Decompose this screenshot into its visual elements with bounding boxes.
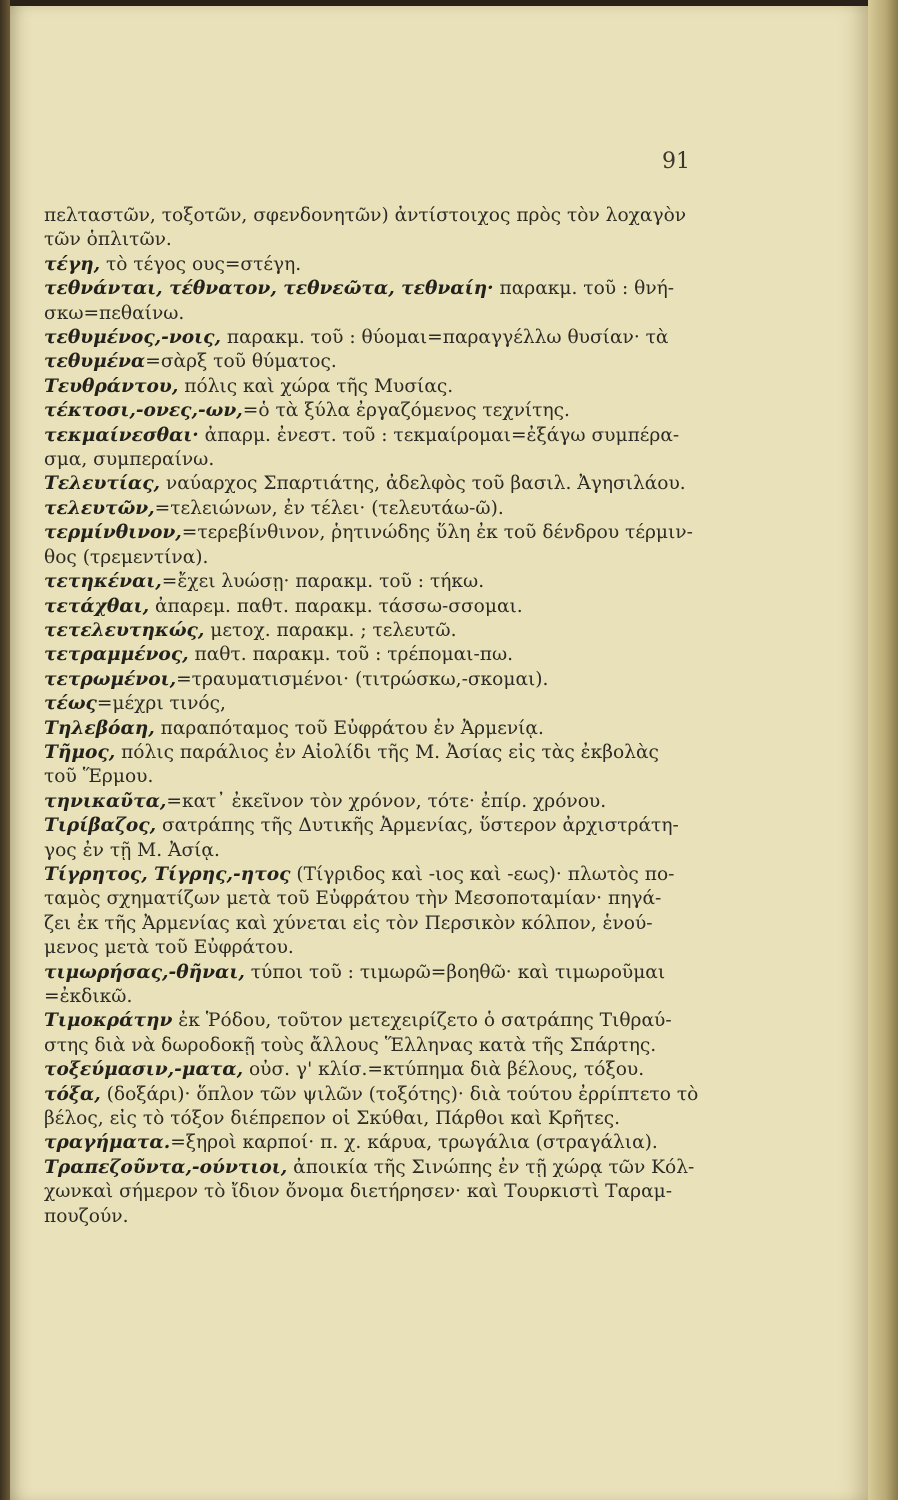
definition-text: =κατ᾽ ἐκεῖνον τὸν χρόνον, τότε· ἐπίρ. χρόνου. bbox=[166, 790, 607, 812]
text-line bbox=[44, 741, 776, 765]
headword: τετρωμένοι, bbox=[44, 668, 177, 690]
headword: τεθνάνται, τέθνατον, τεθνεῶτα, τεθναίη· bbox=[44, 278, 494, 300]
headword: τηνικαῦτα, bbox=[44, 790, 167, 812]
definition-text: =ξηροὶ καρποί· π. χ. κάρυα, τρωγάλια (στραγάλια). bbox=[170, 1132, 658, 1154]
page-number: 91 bbox=[662, 149, 690, 174]
headword: Τηλεβόαη, bbox=[44, 717, 155, 739]
definition-text: πόλις παράλιος ἐν Αἰολίδι τῆς Μ. Ἀσίας εἰς τὰς ἐκβολὰς bbox=[115, 741, 659, 763]
text-line bbox=[44, 985, 776, 1009]
text-line bbox=[44, 228, 776, 252]
definition-text: =ἐκδικῶ. bbox=[44, 986, 133, 1007]
definition-text: τῶν ὁπλιτῶν. bbox=[44, 229, 172, 251]
definition-text: οὐσ. γ' κλίσ.=κτύπημα διὰ βέλους, τόξου. bbox=[243, 1059, 645, 1081]
text-line bbox=[44, 887, 776, 911]
headword: Τευθράντου, bbox=[44, 375, 179, 397]
definition-text: παθτ. παρακμ. τοῦ : τρέπομαι-πω. bbox=[188, 644, 514, 666]
text-line bbox=[44, 668, 776, 692]
headword: τεθυμένα bbox=[44, 351, 146, 373]
headword: τερμίνθινον, bbox=[44, 522, 182, 544]
text-line bbox=[44, 790, 776, 814]
headword: τοξεύμασιν,-ματα, bbox=[44, 1059, 244, 1081]
text-line bbox=[44, 1180, 776, 1204]
text-line bbox=[44, 570, 776, 594]
definition-text: (Τίγριδος καὶ -ιος καὶ -εως)· πλωτὸς πο- bbox=[290, 863, 675, 885]
headword: τελευτῶν, bbox=[44, 497, 155, 519]
text-line bbox=[44, 472, 776, 496]
text-line bbox=[44, 643, 776, 667]
text-line bbox=[44, 448, 776, 472]
text-line bbox=[44, 936, 776, 960]
text-line bbox=[44, 1156, 776, 1180]
definition-text: πόλις καὶ χώρα τῆς Μυσίας. bbox=[178, 375, 454, 397]
definition-text: =ὁ τὰ ξύλα ἐργαζόμενος τεχνίτης. bbox=[242, 400, 570, 422]
text-line bbox=[44, 1034, 776, 1058]
text-line bbox=[44, 765, 776, 789]
text-line bbox=[44, 1083, 776, 1107]
book-spine-edge bbox=[0, 0, 10, 1500]
text-line bbox=[44, 497, 776, 521]
definition-text: ἀπαρμ. ἐνεστ. τοῦ : τεκμαίρομαι=ἐξάγω συμπέρα- bbox=[198, 424, 680, 446]
definition-text: τοῦ Ἕρμου. bbox=[44, 766, 154, 788]
definition-text: ἐκ Ῥόδου, τοῦτον μετεχειρίζετο ὁ σατράπης Τιθραύ- bbox=[172, 1010, 672, 1032]
definition-text: ζει ἐκ τῆς Ἀρμενίας καὶ χύνεται εἰς τὸν Περσικὸν κόλπον, ἑνού- bbox=[44, 912, 653, 934]
text-line bbox=[44, 302, 776, 326]
definition-text: παρακμ. τοῦ : θνή- bbox=[493, 278, 675, 300]
definition-text: ἀπαρεμ. παθτ. παρακμ. τάσσω-σσομαι. bbox=[149, 595, 523, 617]
text-line bbox=[44, 350, 776, 374]
text-line bbox=[44, 521, 776, 545]
definition-text: σκω=πεθαίνω. bbox=[44, 302, 185, 324]
text-line bbox=[44, 1107, 776, 1131]
definition-text: (δοξάρι)· ὅπλον τῶν ψιλῶν (τοξότης)· διὰ τούτου ἐρρίπτετο τὸ bbox=[100, 1083, 699, 1105]
headword: τεκμαίνεσθαι· bbox=[44, 424, 199, 446]
headword: Τίγρητος, Τίγρης,-ητος bbox=[44, 863, 291, 885]
text-line bbox=[44, 1131, 776, 1155]
headword: τετελευτηκώς, bbox=[44, 619, 205, 641]
text-line bbox=[44, 692, 776, 716]
definition-text: στης διὰ νὰ δωροδοκῇ τοὺς ἄλλους Ἕλληνας κατὰ τῆς Σπάρτης. bbox=[44, 1034, 657, 1056]
definition-text: σατράπης τῆς Δυτικῆς Ἀρμενίας, ὕστερον ἀρχιστράτη- bbox=[156, 815, 679, 837]
definition-text: παραπόταμος τοῦ Εὐφράτου ἐν Ἀρμενίᾳ. bbox=[154, 717, 544, 739]
headword: Τιμοκράτην bbox=[44, 1010, 173, 1032]
definition-text: χωνκαὶ σήμερον τὸ ἴδιον ὄνομα διετήρησεν· καὶ Τουρκιστὶ Ταραμ- bbox=[44, 1181, 672, 1203]
definition-text: =τραυματισμένοι· (τιτρώσκω,-σκομαι). bbox=[176, 668, 549, 690]
text-line bbox=[44, 961, 776, 985]
book-page bbox=[10, 6, 871, 1500]
text-line bbox=[44, 277, 776, 301]
text-line bbox=[44, 424, 776, 448]
text-line bbox=[44, 1058, 776, 1082]
headword: τετηκέναι, bbox=[44, 571, 162, 593]
headword: τέγη, bbox=[44, 253, 101, 275]
headword: τεθυμένος,-νοις, bbox=[44, 327, 221, 349]
text-line bbox=[44, 399, 776, 423]
glossary-text bbox=[44, 204, 776, 1229]
text-line bbox=[44, 375, 776, 399]
text-line bbox=[44, 863, 776, 887]
text-line bbox=[44, 253, 776, 277]
definition-text: τὸ τέγος ους=στέγη. bbox=[100, 253, 302, 275]
definition-text: =ἔχει λυώσῃ· παρακμ. τοῦ : τήκω. bbox=[161, 571, 485, 593]
page-stack-edge bbox=[868, 0, 898, 1500]
definition-text: θος (τρεμεντίνα). bbox=[44, 546, 209, 568]
headword: τιμωρήσας,-θῆναι, bbox=[44, 961, 245, 983]
definition-text: τύποι τοῦ : τιμωρῶ=βοηθῶ· καὶ τιμωροῦμαι bbox=[244, 961, 666, 983]
headword: τέκτοσι,-ονες,-ων, bbox=[44, 400, 243, 422]
definition-text: πουζούν. bbox=[44, 1205, 129, 1227]
text-line bbox=[44, 1205, 776, 1229]
headword: Τιρίβαζος, bbox=[44, 815, 157, 837]
definition-text: ναύαρχος Σπαρτιάτης, ἀδελφὸς τοῦ βασιλ. Ἀγησιλάου. bbox=[160, 473, 686, 495]
text-line bbox=[44, 1009, 776, 1033]
text-line bbox=[44, 326, 776, 350]
definition-text: ταμὸς σχηματίζων μετὰ τοῦ Εὐφράτου τὴν Μεσοποταμίαν· πηγά- bbox=[44, 888, 662, 910]
text-line bbox=[44, 595, 776, 619]
text-line bbox=[44, 717, 776, 741]
text-line bbox=[44, 204, 776, 228]
definition-text: γος ἐν τῇ Μ. Ἀσίᾳ. bbox=[44, 839, 220, 861]
headword: τέως bbox=[44, 693, 97, 715]
definition-text: μετοχ. παρακμ. ; τελευτῶ. bbox=[204, 619, 457, 641]
headword: τόξα, bbox=[44, 1083, 101, 1105]
definition-text: =μέχρι τινός, bbox=[96, 693, 226, 715]
definition-text: βέλος, εἰς τὸ τόξον διέπρεπον οἱ Σκύθαι, Πάρθοι καὶ Κρῆτες. bbox=[44, 1108, 621, 1130]
definition-text: σμα, συμπεραίνω. bbox=[44, 449, 215, 471]
definition-text: μενος μετὰ τοῦ Εὐφράτου. bbox=[44, 937, 294, 959]
text-line bbox=[44, 546, 776, 570]
headword: Τραπεζοῦντα,-ούντιοι, bbox=[44, 1156, 288, 1178]
definition-text: =σὰρξ τοῦ θύματος. bbox=[145, 351, 337, 373]
text-line bbox=[44, 814, 776, 838]
headword: Τελευτίας, bbox=[44, 473, 160, 495]
headword: τετάχθαι, bbox=[44, 595, 150, 617]
definition-text: παρακμ. τοῦ : θύομαι=παραγγέλλω θυσίαν· τὰ bbox=[220, 327, 669, 349]
definition-text: πελταστῶν, τοξοτῶν, σφενδονητῶν) ἀντίστοιχος πρὸς τὸν λοχαγὸν bbox=[44, 205, 687, 226]
text-line bbox=[44, 839, 776, 863]
headword: τραγήματα. bbox=[44, 1132, 171, 1154]
text-line bbox=[44, 619, 776, 643]
definition-text: =τερεβίνθινον, ῥητινώδης ὕλη ἐκ τοῦ δένδρου τέρμιν- bbox=[181, 522, 693, 544]
headword: Τῆμος, bbox=[44, 741, 116, 763]
text-line bbox=[44, 912, 776, 936]
definition-text: ἀποικία τῆς Σινώπης ἐν τῇ χώρᾳ τῶν Κόλ- bbox=[287, 1156, 695, 1178]
definition-text: =τελειώνων, ἐν τέλει· (τελευτάω-ῶ). bbox=[154, 497, 504, 519]
headword: τετραμμένος, bbox=[44, 644, 189, 666]
